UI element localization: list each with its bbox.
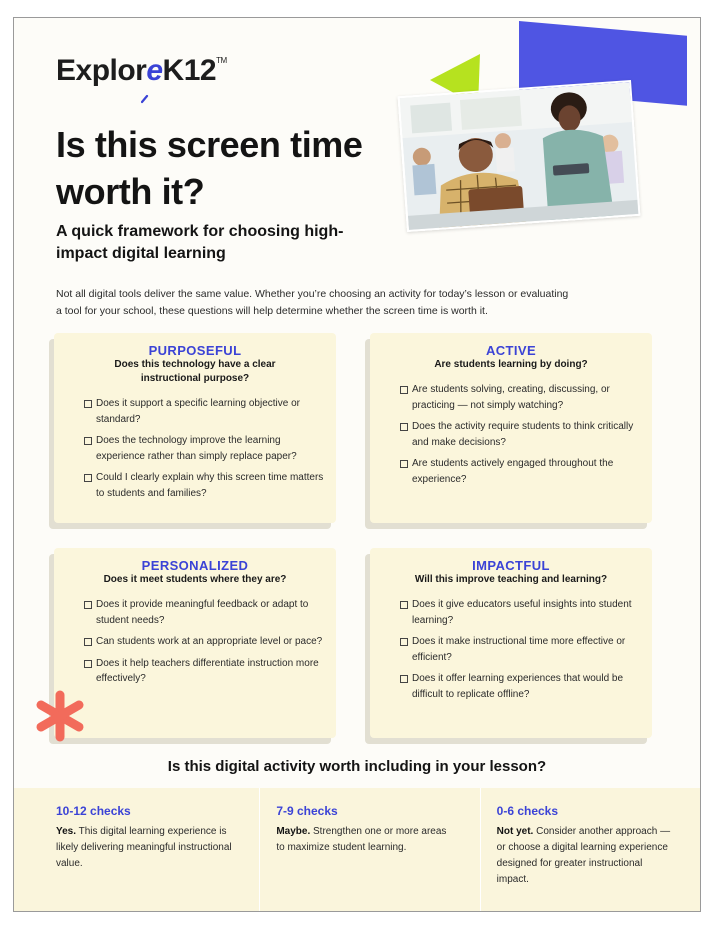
checkbox-icon[interactable] [400,601,408,609]
checklist-item[interactable]: Can students work at an appropriate level or pace? [84,634,326,650]
asterisk-icon [34,690,86,742]
checkbox-icon[interactable] [84,437,92,445]
card-title: IMPACTFUL [472,558,550,573]
page-subtitle: A quick framework for choosing high-impact digital learning [56,223,344,262]
checklist-item[interactable]: Does it support a specific learning objective or standard? [84,396,326,427]
score-title: 10-12 checks [56,804,131,818]
checkbox-icon[interactable] [84,474,92,482]
score-column [14,788,260,912]
score-text: Not yet. Consider another approach — or choose a digital learning experience designed for greater instructional impact. [496,826,671,885]
checklist-item[interactable]: Could I clearly explain why this screen time matters to students and families? [84,470,326,501]
checkbox-icon[interactable] [400,675,408,683]
card-impactful [370,548,652,738]
score-guide [14,788,700,912]
classroom-photo [398,80,641,232]
checklist-item[interactable]: Does it give educators useful insights into student learning? [400,597,642,628]
magnifier-icon [141,88,157,104]
card-question: Are students learning by doing? [434,359,588,370]
card-active [370,333,652,523]
card-personalized [54,548,336,738]
checklist-item[interactable]: Does the technology improve the learning experience rather than simply replace paper? [84,433,326,464]
checklist-item[interactable]: Does the activity require students to think critically and make decisions? [400,419,642,450]
explorek12-logo[interactable] [56,54,227,88]
intro-paragraph: Not all digital tools deliver the same value. Whether you’re choosing an activity for today’s lesson or evaluating a tool for your school, these questions will help determine whether the screen time is worth it. [56,288,569,317]
logo-e: e [146,54,163,87]
checkbox-icon[interactable] [84,601,92,609]
score-column [260,788,480,912]
checkbox-icon[interactable] [400,386,408,394]
checklist-item[interactable]: Does it provide meaningful feedback or adapt to student needs? [84,597,326,628]
score-column [481,788,700,912]
card-question: Does it meet students where they are? [103,574,287,585]
checklist-item[interactable]: Does it help teachers differentiate instruction more effectively? [84,656,326,687]
score-title: 7-9 checks [276,804,338,818]
checklist-item[interactable]: Does it offer learning experiences that would be difficult to replicate offline? [400,671,642,702]
checkbox-icon[interactable] [400,460,408,468]
flyer-page [13,17,701,912]
card-title: PERSONALIZED [141,558,249,573]
logo-trademark: TM [216,56,227,65]
card-title: PURPOSEFUL [148,343,242,358]
checkbox-icon[interactable] [400,423,408,431]
card-question: Does this technology have a clear instructional purpose? [114,359,276,384]
checkbox-icon[interactable] [84,400,92,408]
page-title: Is this screen time worth it? [56,124,363,212]
checkbox-icon[interactable] [84,660,92,668]
checkbox-icon[interactable] [84,638,92,646]
logo-suffix: K12 [162,54,217,87]
logo-prefix: Explor [56,54,147,87]
score-text: Yes. This digital learning experience is likely delivering meaningful instructional value. [56,826,232,869]
score-title: 0-6 checks [496,804,559,818]
checkbox-icon[interactable] [400,638,408,646]
checklist-item[interactable]: Does it make instructional time more effective or efficient? [400,634,642,665]
card-title: ACTIVE [485,343,537,358]
summary-question: Is this digital activity worth including in your lesson? [167,758,547,775]
checklist-item[interactable]: Are students actively engaged throughout the experience? [400,456,642,487]
score-text: Maybe. Strengthen one or more areas to maximize student learning. [276,826,447,853]
card-purposeful [54,333,336,523]
card-question: Will this improve teaching and learning? [414,574,608,585]
checklist-item[interactable]: Are students solving, creating, discussing, or practicing — not simply watching? [400,382,642,413]
